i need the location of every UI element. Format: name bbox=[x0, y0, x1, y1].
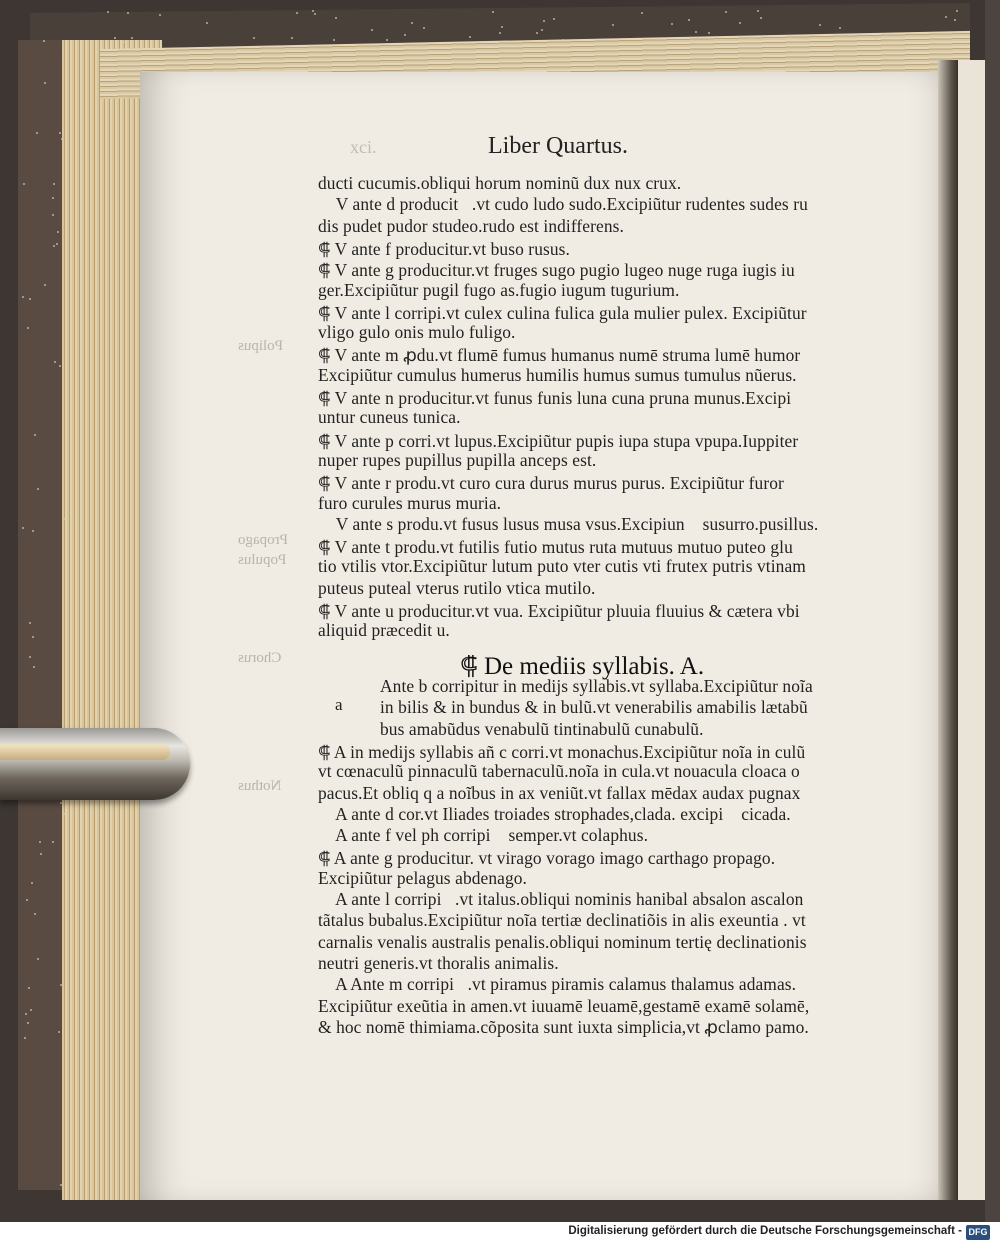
text-line: ⸿ V ante t produ.vt futilis futio mutus ruta mutuus mutuo puteo glu bbox=[318, 537, 793, 558]
text-line: tãtalus bubalus.Excipiũtur noĩa tertiæ declinatiõis in alis exeuntia . vt bbox=[318, 910, 806, 931]
footer-text: Digitalisierung gefördert durch die Deutsche Forschungsgemeinschaft - bbox=[568, 1225, 962, 1237]
cover-speck bbox=[875, 38, 877, 40]
cover-speck bbox=[562, 39, 564, 41]
text-line: ducti cucumis.obliqui horum nominũ dux nux crux. bbox=[318, 173, 682, 193]
text-line: Excipiũtur exeũtia in amen.vt iuuamē leuamē,gestamē examē solamē, bbox=[318, 995, 810, 1016]
text-line: ⸿ V ante l corripi.vt culex culina fulica gula mulier pulex. Excipiũtur bbox=[318, 302, 807, 323]
text-line: ger.Excipiũtur pugil fugo as.fugio iugum tugurium. bbox=[318, 279, 680, 300]
footer-bar bbox=[0, 1222, 1000, 1244]
cover-speck bbox=[52, 214, 54, 216]
cover-speck bbox=[757, 10, 759, 12]
text-line: aliquid præcedit u. bbox=[318, 620, 450, 641]
text-line: ⸿ V ante d producitᷓ.vt cudo ludo sudo.Excipiũtur rudentes sudes ru bbox=[318, 194, 808, 215]
cover-speck bbox=[60, 984, 62, 986]
cover-speck bbox=[751, 38, 753, 40]
text-line: ⸿ A ante f vel ph corripiᷓ semper.vt colaphus. bbox=[318, 825, 649, 846]
margin-ghost: Chorus bbox=[238, 650, 282, 666]
section-heading: ⸿ De mediis syllabis. A. bbox=[460, 653, 705, 680]
cover-speck bbox=[60, 1184, 62, 1186]
cover-speck bbox=[641, 12, 643, 14]
cover-speck bbox=[34, 434, 36, 436]
text-line: & hoc nomē thimiama.cõposita sunt iuxta simplicia,vt ꝓclamo pamo. bbox=[318, 1016, 809, 1037]
cover-speck bbox=[34, 913, 36, 915]
cover-speck bbox=[536, 32, 538, 34]
text-line: vt cœnaculũ pinnaculũ tabernaculũ.noĩa in cula.vt nouacula cloaca o bbox=[318, 761, 800, 782]
page-header: Liber Quartus. bbox=[488, 133, 628, 159]
text-line: ⸿ A in medijs syllabis añ c corri.vt monachus.Excipiũtur noĩa in culũ bbox=[318, 741, 806, 762]
text-line: ⸿ A Ante m corripiᷓ.vt piramus piramis calamus thalamus adamas. bbox=[318, 974, 797, 995]
text-line: Excipiũtur pelagus abdenago. bbox=[318, 867, 528, 888]
text-line: nuper rupes pupillus pupilla anceps est. bbox=[318, 449, 597, 470]
right-binding bbox=[985, 0, 1000, 1222]
text-line: Excipiũtur cumulus humerus humilis humus sumus tumulus nũerus. bbox=[318, 364, 797, 385]
text-line: furo curules murus muria. bbox=[318, 492, 502, 513]
cover-speck bbox=[27, 1022, 29, 1024]
text-line: ⸿ V ante n producitur.vt funus funis luna cuna pruna munus.Excipi bbox=[318, 388, 792, 408]
cover-speck bbox=[107, 11, 109, 13]
text-line: ⸿ V ante r produ.vt curo cura durus murus purus. Excipiũtur furor bbox=[318, 473, 784, 494]
cover-speck bbox=[25, 1013, 27, 1015]
text-line: ⸿ V ante p corri.vt lupus.Excipiũtur pupis iupa stupa vpupa.Iuppiter bbox=[318, 430, 799, 451]
cover-speck bbox=[32, 636, 34, 638]
margin-ghost: Populus bbox=[238, 552, 287, 568]
margin-ghost: Propago bbox=[238, 532, 288, 548]
cover-speck bbox=[59, 365, 61, 367]
text-line: tio vtilis vtor.Excipiũtur lutum puto vter cutis vti frutex putris vtinam bbox=[318, 556, 806, 577]
margin-ghost: Nothus bbox=[238, 778, 282, 794]
text-line: ⸿ V ante u producitur.vt vua. Excipiũtur pluuia fluuius & cætera vbi bbox=[318, 601, 800, 621]
cover-speck bbox=[206, 22, 208, 24]
cover-speck bbox=[469, 36, 471, 38]
cover-speck bbox=[899, 38, 901, 40]
text-line: carnalis venalis australis penalis.obliqui nominum tertię declinationis bbox=[318, 931, 807, 952]
cover-speck bbox=[44, 82, 46, 84]
cover-speck bbox=[22, 527, 24, 529]
cover-speck bbox=[44, 284, 46, 286]
text-line: puteus puteal vterus rutilo vtica mutilo. bbox=[318, 577, 596, 598]
folio-ghost: xci. bbox=[350, 137, 377, 157]
cover-speck bbox=[58, 1031, 60, 1033]
cover-speck bbox=[253, 37, 255, 39]
text-line: ⸿ V ante s produ.vt fusus lusus musa vsus.Excipiunᷓ susurro.pusillus. bbox=[318, 513, 819, 534]
text-line: ⸿ A ante l corripiᷓ.vt italus.obliqui nominis hanibal absalon ascalon bbox=[318, 889, 804, 909]
cover-speck bbox=[53, 245, 55, 247]
cover-speck bbox=[60, 802, 62, 804]
cover-speck bbox=[39, 841, 41, 843]
margin-note: a bbox=[335, 695, 343, 714]
text-line: neutri generis.vt thoralis animalis. bbox=[318, 952, 559, 973]
cover-speck bbox=[819, 24, 821, 26]
text-line: vligo gulo onis mulo fuligo. bbox=[318, 322, 516, 343]
text-line: ⸿ V ante m ꝓdu.vt flumē fumus humanus numē struma lumē humor bbox=[318, 345, 801, 366]
cover-speck bbox=[54, 361, 56, 363]
margin-ghost: Polipus bbox=[238, 338, 284, 354]
cover-speck bbox=[671, 23, 673, 25]
text-line: Ante b corripitur in medijs syllabis.vt syllaba.Excipiũtur noĩa bbox=[380, 676, 813, 696]
text-line: in bilis & in bundus & in bulũ.vt venerabilis amabilis lætabũ bbox=[380, 697, 808, 718]
text-line: ⸿ V ante g producitur.vt fruges sugo pugio lugeo nuge ruga iugis iu bbox=[318, 260, 795, 281]
text-line: untur cuneus tunica. bbox=[318, 407, 461, 428]
text-line: pacus.Et obliq q a noĩbus in ax veniũt.vt fallax mēdax audax pugnax bbox=[318, 782, 801, 803]
cover-speck bbox=[492, 11, 494, 13]
cover-speck bbox=[59, 132, 61, 134]
cover-speck bbox=[40, 853, 42, 855]
text-line: ⸿ A ante g producitur. vt virago vorago imago carthago propago. bbox=[318, 848, 776, 869]
cover-speck bbox=[22, 296, 24, 298]
cover-speck bbox=[27, 327, 29, 329]
cover-speck bbox=[43, 40, 45, 42]
book-gutter bbox=[938, 60, 960, 1200]
cover-speck bbox=[37, 488, 39, 490]
cover-speck bbox=[30, 1009, 32, 1011]
pen-highlight bbox=[0, 744, 170, 760]
cover-speck bbox=[708, 32, 710, 34]
text-line: ⸿ V ante f producitur.vt buso rusus. bbox=[318, 238, 570, 259]
cover-speck bbox=[31, 882, 33, 884]
cover-speck bbox=[29, 622, 31, 624]
cover-speck bbox=[63, 813, 65, 815]
cover-speck bbox=[335, 17, 337, 19]
text-line: ⸿ A ante d cor.vt Iliades troiades strophades,clada. excipiᷓ cicada. bbox=[318, 803, 791, 824]
text-line: bus amabũdus venabulũ tintinabulũ cunabulũ. bbox=[380, 718, 704, 739]
dfg-logo: DFG bbox=[966, 1225, 990, 1240]
pen-weight bbox=[0, 728, 190, 800]
cover-speck bbox=[423, 27, 425, 29]
cover-speck bbox=[739, 22, 741, 24]
cover-speck bbox=[954, 19, 956, 21]
cover-speck bbox=[52, 197, 54, 199]
text-line: dis pudet pudor studeo.rudo est indifferens. bbox=[318, 215, 624, 236]
